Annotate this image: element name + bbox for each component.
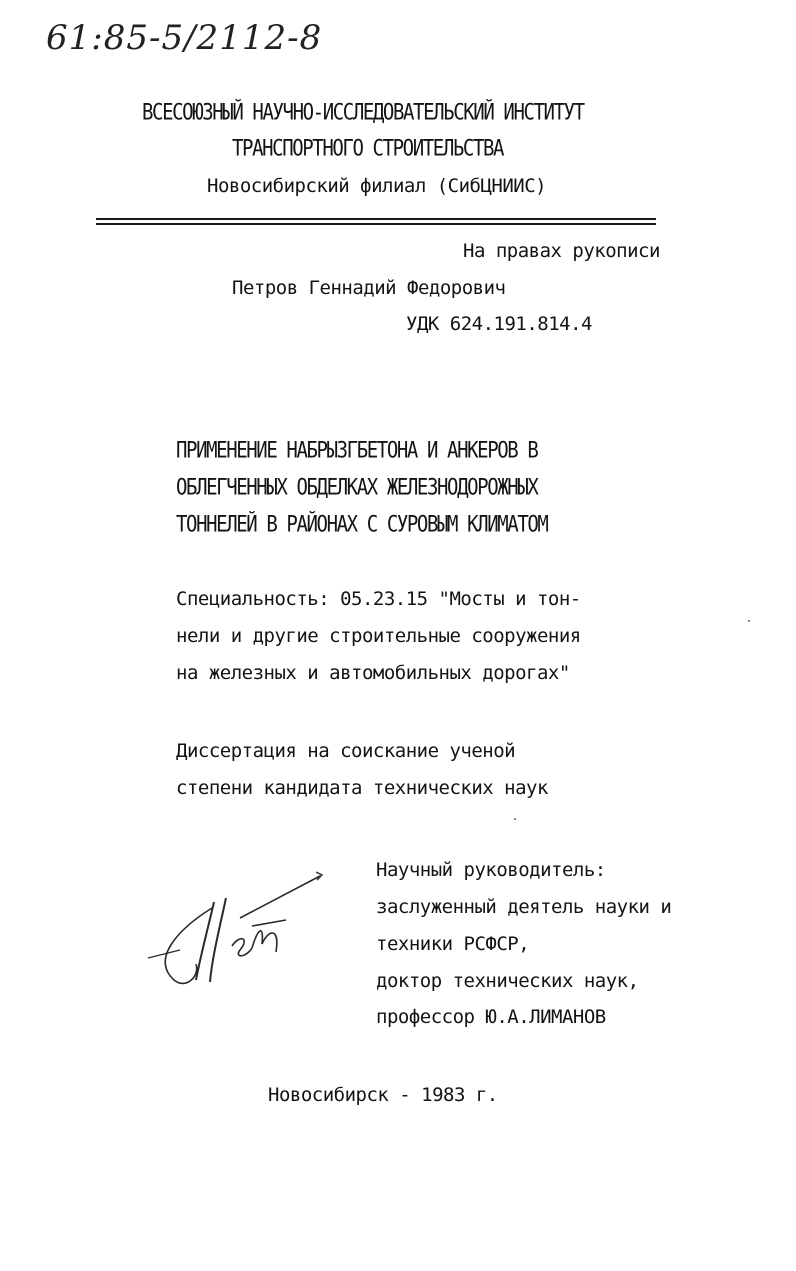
advisor-line: Научный руководитель:	[376, 859, 606, 881]
institute-subtitle: ТРАНСПОРТНОГО СТРОИТЕЛЬСТВА	[232, 136, 504, 162]
archive-code: 61:85-5/2112-8	[46, 18, 323, 58]
title-line: ПРИМЕНЕНИЕ НАБРЫЗГБЕТОНА И АНКЕРОВ В	[176, 438, 538, 464]
branch-name: Новосибирский филиал (СибЦНИИС)	[207, 175, 547, 197]
specialty-line: Специальность: 05.23.15 "Мосты и тон-	[176, 588, 581, 610]
scan-speck	[514, 818, 516, 820]
institute-name: ВСЕСОЮЗНЫЙ НАУЧНО-ИССЛЕДОВАТЕЛЬСКИЙ ИНСТИТУТ	[142, 100, 584, 126]
advisor-line: техники РСФСР,	[376, 933, 530, 955]
scan-speck	[748, 620, 750, 622]
header-rule-top	[96, 218, 656, 220]
title-line: ОБЛЕГЧЕННЫХ ОБДЕЛКАХ ЖЕЛЕЗНОДОРОЖНЫХ	[176, 475, 538, 501]
advisor-line: профессор Ю.А.ЛИМАНОВ	[376, 1006, 606, 1028]
udk-code: УДК 624.191.814.4	[406, 313, 592, 335]
author-signature	[140, 868, 340, 998]
title-line: ТОННЕЛЕЙ В РАЙОНАХ С СУРОВЫМ КЛИМАТОМ	[176, 512, 548, 538]
advisor-line: заслуженный деятель науки и	[376, 896, 672, 918]
specialty-line: нели и другие строительные сооружения	[176, 625, 581, 647]
author-name: Петров Геннадий Федорович	[232, 277, 506, 299]
city-year: Новосибирск - 1983 г.	[268, 1084, 498, 1106]
dissertation-line: степени кандидата технических наук	[176, 777, 548, 799]
dissertation-line: Диссертация на соискание ученой	[176, 740, 516, 762]
specialty-line: на железных и автомобильных дорогах"	[176, 662, 570, 684]
manuscript-note: На правах рукописи	[463, 240, 660, 262]
advisor-line: доктор технических наук,	[376, 970, 639, 992]
header-rule-bottom	[96, 223, 656, 225]
